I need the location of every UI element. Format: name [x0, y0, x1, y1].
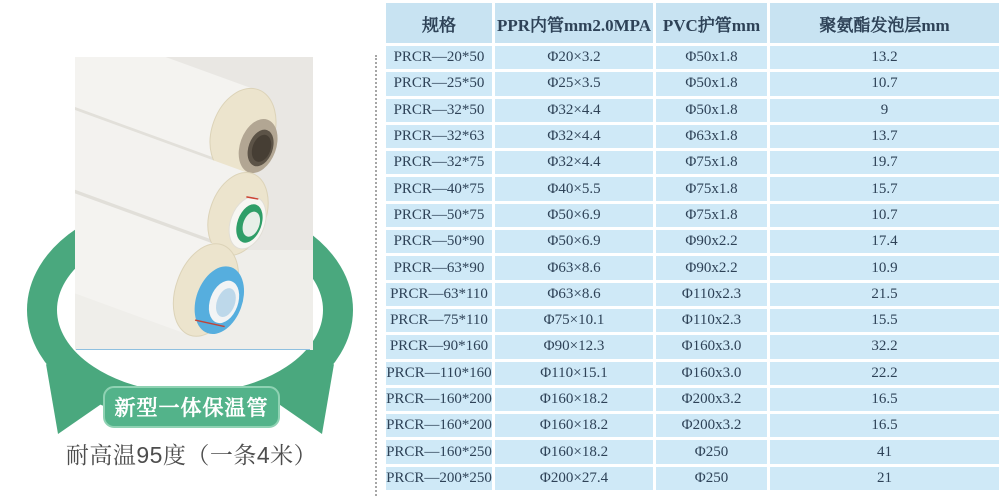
table-cell: Φ110x2.3	[656, 309, 767, 332]
table-cell: 15.7	[770, 177, 999, 200]
table-cell: PRCR—20*50	[386, 46, 492, 69]
table-row	[386, 151, 999, 174]
table-cell: Φ32×4.4	[495, 151, 653, 174]
table-cell: Φ110x2.3	[656, 283, 767, 306]
table-cell: Φ50x1.8	[656, 46, 767, 69]
table-cell: Φ63×8.6	[495, 256, 653, 279]
table-cell: PRCR—50*90	[386, 230, 492, 253]
table-cell: Φ200×27.4	[495, 467, 653, 490]
table-cell: PRCR—32*50	[386, 99, 492, 122]
table-cell: PRCR—50*75	[386, 204, 492, 227]
table-cell: Φ200x3.2	[656, 414, 767, 437]
table-cell: 22.2	[770, 362, 999, 385]
table-cell: Φ50x1.8	[656, 72, 767, 95]
table-cell: Φ75x1.8	[656, 204, 767, 227]
table-cell: 10.9	[770, 256, 999, 279]
table-cell: 21	[770, 467, 999, 490]
table-cell: Φ32×4.4	[495, 99, 653, 122]
table-cell: Φ20×3.2	[495, 46, 653, 69]
table-cell: PRCR—75*110	[386, 309, 492, 332]
table-cell: PRCR—25*50	[386, 72, 492, 95]
table-cell: Φ25×3.5	[495, 72, 653, 95]
table-row	[386, 362, 999, 385]
table-cell: Φ40×5.5	[495, 177, 653, 200]
product-badge-label: 新型一体保温管	[114, 397, 269, 420]
table-cell: 9	[770, 99, 999, 122]
table-cell: Φ32×4.4	[495, 125, 653, 148]
spec-table-header-row	[386, 3, 999, 43]
table-row	[386, 125, 999, 148]
table-cell: Φ63×8.6	[495, 283, 653, 306]
table-row	[386, 414, 999, 437]
table-cell: Φ50x1.8	[656, 99, 767, 122]
table-row	[386, 230, 999, 253]
table-cell: 13.2	[770, 46, 999, 69]
table-row	[386, 177, 999, 200]
table-cell: PRCR—110*160	[386, 362, 492, 385]
table-row	[386, 283, 999, 306]
product-caption: 耐高温95度（一条4米）	[65, 442, 318, 468]
panel-divider	[375, 55, 377, 496]
table-cell: 10.7	[770, 204, 999, 227]
table-cell: 17.4	[770, 230, 999, 253]
table-cell: PRCR—63*90	[386, 256, 492, 279]
table-cell: Φ50×6.9	[495, 230, 653, 253]
table-row	[386, 335, 999, 358]
table-cell: PRCR—200*250	[386, 467, 492, 490]
spec-table-panel	[383, 0, 1002, 496]
table-cell: PRCR—63*110	[386, 283, 492, 306]
table-cell: 21.5	[770, 283, 999, 306]
table-cell: Φ160×18.2	[495, 440, 653, 463]
table-cell: 10.7	[770, 72, 999, 95]
table-cell: Φ200x3.2	[656, 388, 767, 411]
table-row	[386, 204, 999, 227]
table-cell: Φ160x3.0	[656, 335, 767, 358]
table-cell: 15.5	[770, 309, 999, 332]
table-cell: Φ75x1.8	[656, 151, 767, 174]
table-cell: Φ90x2.2	[656, 256, 767, 279]
table-cell: PRCR—90*160	[386, 335, 492, 358]
table-cell: PRCR—160*200	[386, 388, 492, 411]
table-row	[386, 99, 999, 122]
table-cell: Φ160x3.0	[656, 362, 767, 385]
table-cell: Φ250	[656, 440, 767, 463]
spec-table-body	[386, 46, 999, 490]
table-cell: 19.7	[770, 151, 999, 174]
table-cell: PRCR—32*63	[386, 125, 492, 148]
table-row	[386, 440, 999, 463]
column-header: 规格	[386, 3, 492, 43]
table-row	[386, 46, 999, 69]
table-cell: Φ90x2.2	[656, 230, 767, 253]
table-cell: PRCR—160*250	[386, 440, 492, 463]
table-cell: Φ90×12.3	[495, 335, 653, 358]
table-cell: Φ50×6.9	[495, 204, 653, 227]
table-row	[386, 72, 999, 95]
table-cell: Φ160×18.2	[495, 414, 653, 437]
table-cell: Φ75×10.1	[495, 309, 653, 332]
table-cell: Φ110×15.1	[495, 362, 653, 385]
table-cell: 13.7	[770, 125, 999, 148]
column-header: PPR内管mm2.0MPA	[495, 3, 653, 43]
product-panel	[0, 0, 383, 496]
table-cell: PRCR—160*200	[386, 414, 492, 437]
table-cell: Φ250	[656, 467, 767, 490]
table-row	[386, 256, 999, 279]
product-badge	[103, 386, 280, 428]
table-cell: Φ75x1.8	[656, 177, 767, 200]
column-header: PVC护管mm	[656, 3, 767, 43]
table-cell: Φ160×18.2	[495, 388, 653, 411]
column-header: 聚氨酯发泡层mm	[770, 3, 999, 43]
table-cell: 32.2	[770, 335, 999, 358]
table-cell: PRCR—32*75	[386, 151, 492, 174]
table-row	[386, 309, 999, 332]
spec-table	[383, 0, 1002, 493]
table-cell: PRCR—40*75	[386, 177, 492, 200]
table-cell: 16.5	[770, 388, 999, 411]
table-row	[386, 467, 999, 490]
table-cell: Φ63x1.8	[656, 125, 767, 148]
table-cell: 16.5	[770, 414, 999, 437]
table-row	[386, 388, 999, 411]
table-cell: 41	[770, 440, 999, 463]
